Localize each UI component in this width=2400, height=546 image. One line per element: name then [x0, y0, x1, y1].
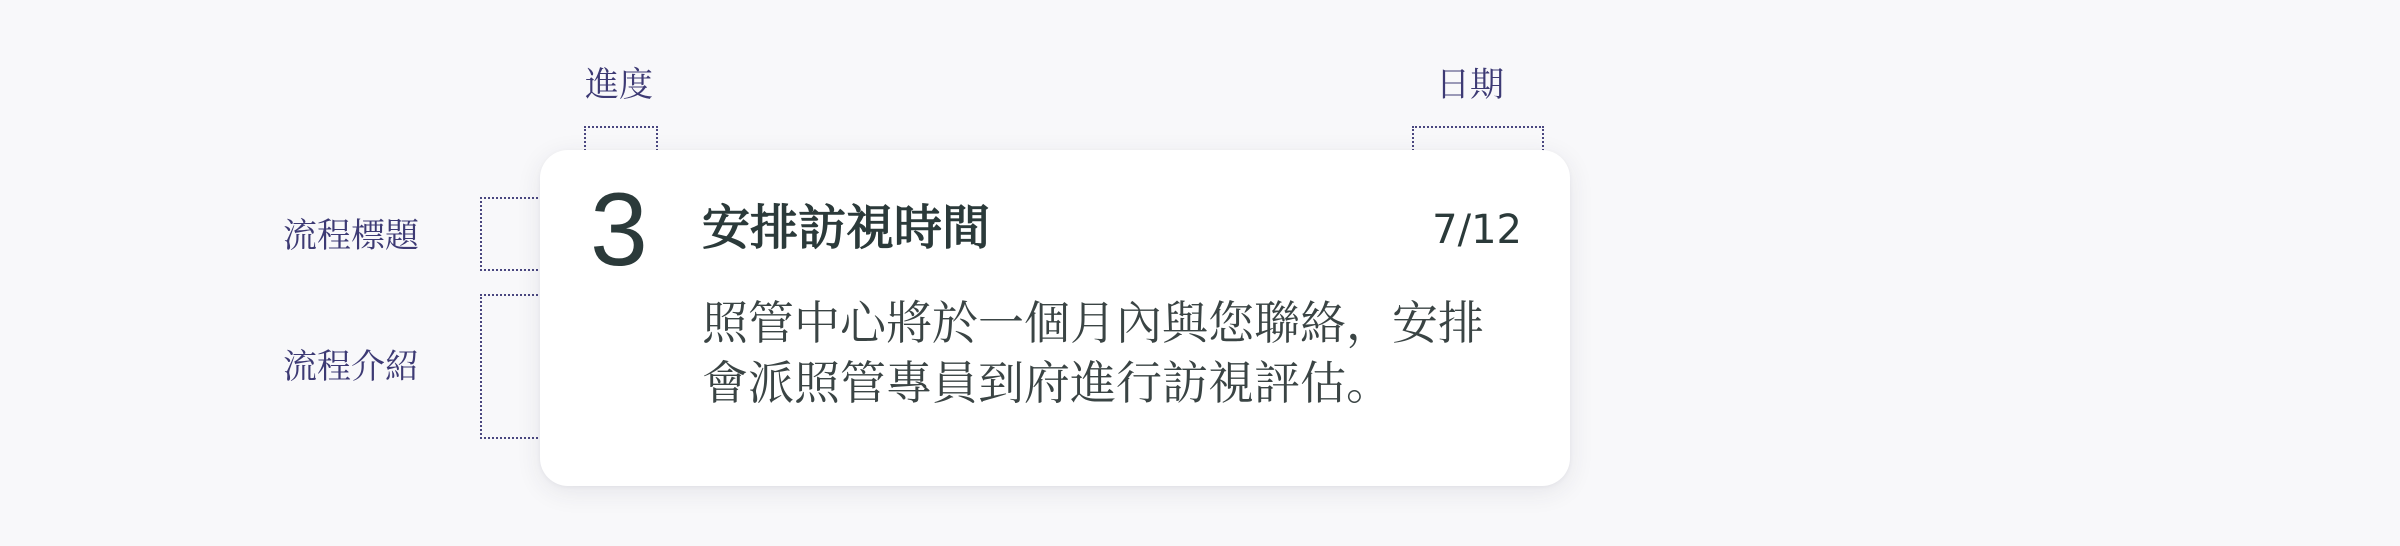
step-description	[702, 296, 1484, 420]
title-annotation-label: 流程標題	[283, 216, 419, 256]
step-title: 安排訪視時間	[702, 200, 991, 256]
step-card	[540, 150, 1570, 486]
step-number: 3	[590, 172, 648, 288]
description-line: 照管中心將於一個月內與您聯絡，安排	[702, 296, 1484, 350]
progress-annotation-label: 進度	[585, 65, 653, 105]
title-bracket	[480, 197, 542, 271]
date-annotation-label: 日期	[1436, 65, 1504, 105]
step-date: 7/12	[1432, 207, 1522, 253]
description-line: 會派照管專員到府進行訪視評估。	[702, 356, 1392, 410]
description-annotation-label: 流程介紹	[283, 347, 419, 387]
description-bracket	[480, 294, 542, 439]
